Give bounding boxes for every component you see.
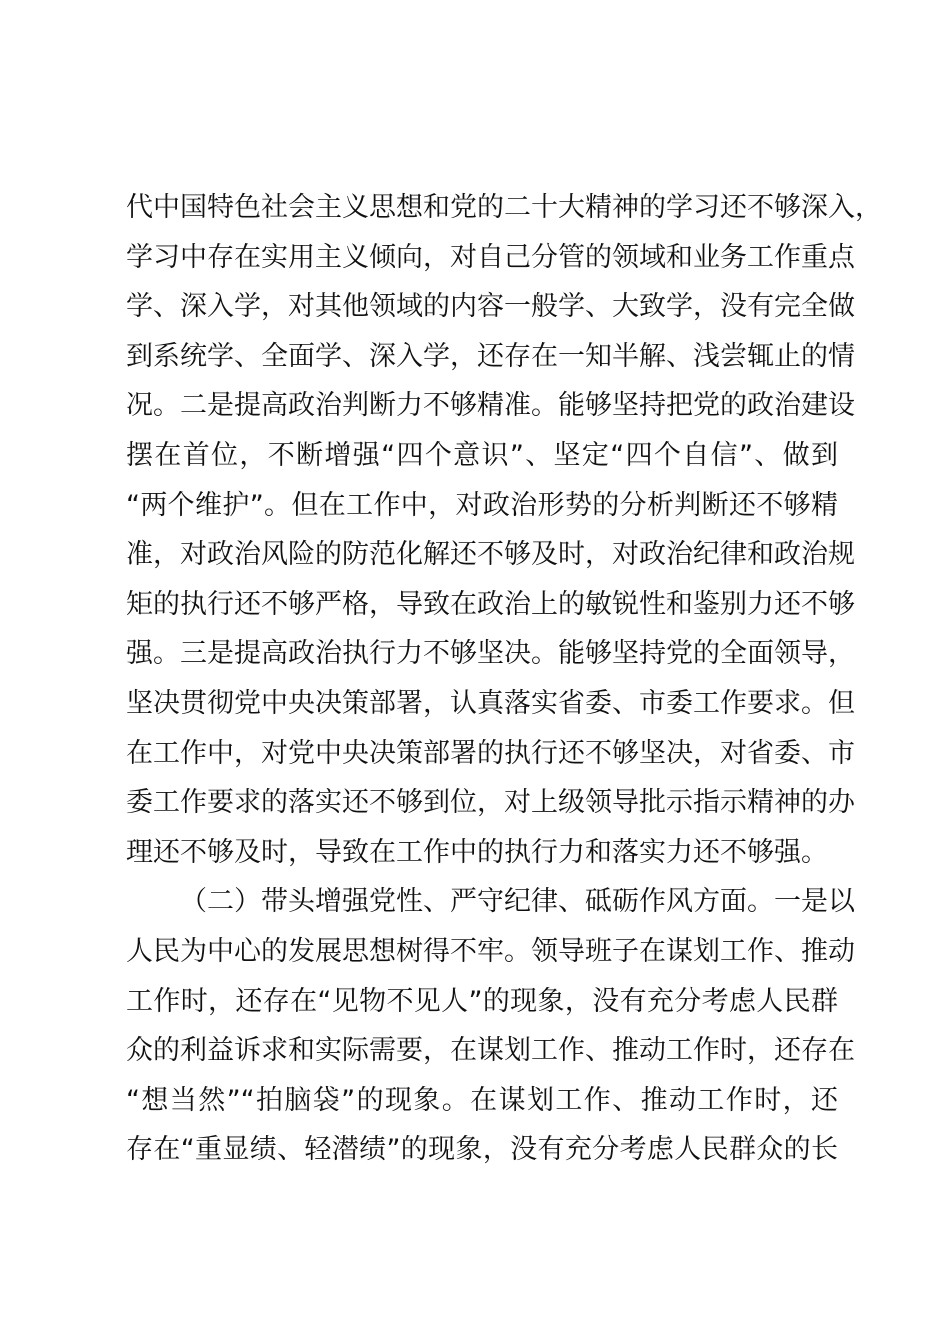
paragraph-end-line: 理还不够及时，导致在工作中的执行力和落实力还不够强。 — [126, 836, 828, 868]
text-line: 人民为中心的发展思想树得不牢。领导班子在谋划工作、推动 — [126, 935, 855, 967]
text-line: 况。二是提高政治判断力不够精准。能够坚持把党的政治建设 — [126, 390, 855, 422]
text-line: 摆在首位，不断增强“四个意识”、坚定“四个自信”、做到 — [126, 439, 838, 471]
text-line: 学、深入学，对其他领域的内容一般学、大致学，没有完全做 — [126, 291, 855, 323]
text-line: 众的利益诉求和实际需要，在谋划工作、推动工作时，还存在 — [126, 1035, 855, 1067]
text-line: 到系统学、全面学、深入学，还存在一知半解、浅尝辄止的情 — [126, 340, 855, 372]
text-line: 代中国特色社会主义思想和党的二十大精神的学习还不够深入， — [126, 192, 882, 223]
text-line: 委工作要求的落实还不够到位，对上级领导批示指示精神的办 — [126, 787, 855, 819]
text-line: “想当然”“拍脑袋”的现象。在谋划工作、推动工作时，还 — [126, 1084, 838, 1116]
text-line: 学习中存在实用主义倾向，对自己分管的领域和业务工作重点 — [126, 241, 855, 273]
text-line: 准，对政治风险的防范化解还不够及时，对政治纪律和政治规 — [126, 539, 855, 571]
text-line: 坚决贯彻党中央决策部署，认真落实省委、市委工作要求。但 — [126, 687, 855, 719]
body-text — [126, 183, 882, 1175]
text-line: 在工作中，对党中央决策部署的执行还不够坚决，对省委、市 — [126, 737, 855, 769]
section-heading-line: （二）带头增强党性、严守纪律、砥砺作风方面。一是以 — [180, 886, 855, 918]
text-line: 矩的执行还不够严格，导致在政治上的敏锐性和鉴别力还不够 — [126, 588, 855, 620]
text-line: 工作时，还存在“见物不见人”的现象，没有充分考虑人民群 — [126, 985, 838, 1017]
text-line: “两个维护”。但在工作中，对政治形势的分析判断还不够精 — [126, 489, 838, 521]
text-line: 强。三是提高政治执行力不够坚决。能够坚持党的全面领导， — [126, 638, 855, 670]
text-line: 存在“重显绩、轻潜绩”的现象，没有充分考虑人民群众的长 — [126, 1134, 838, 1166]
